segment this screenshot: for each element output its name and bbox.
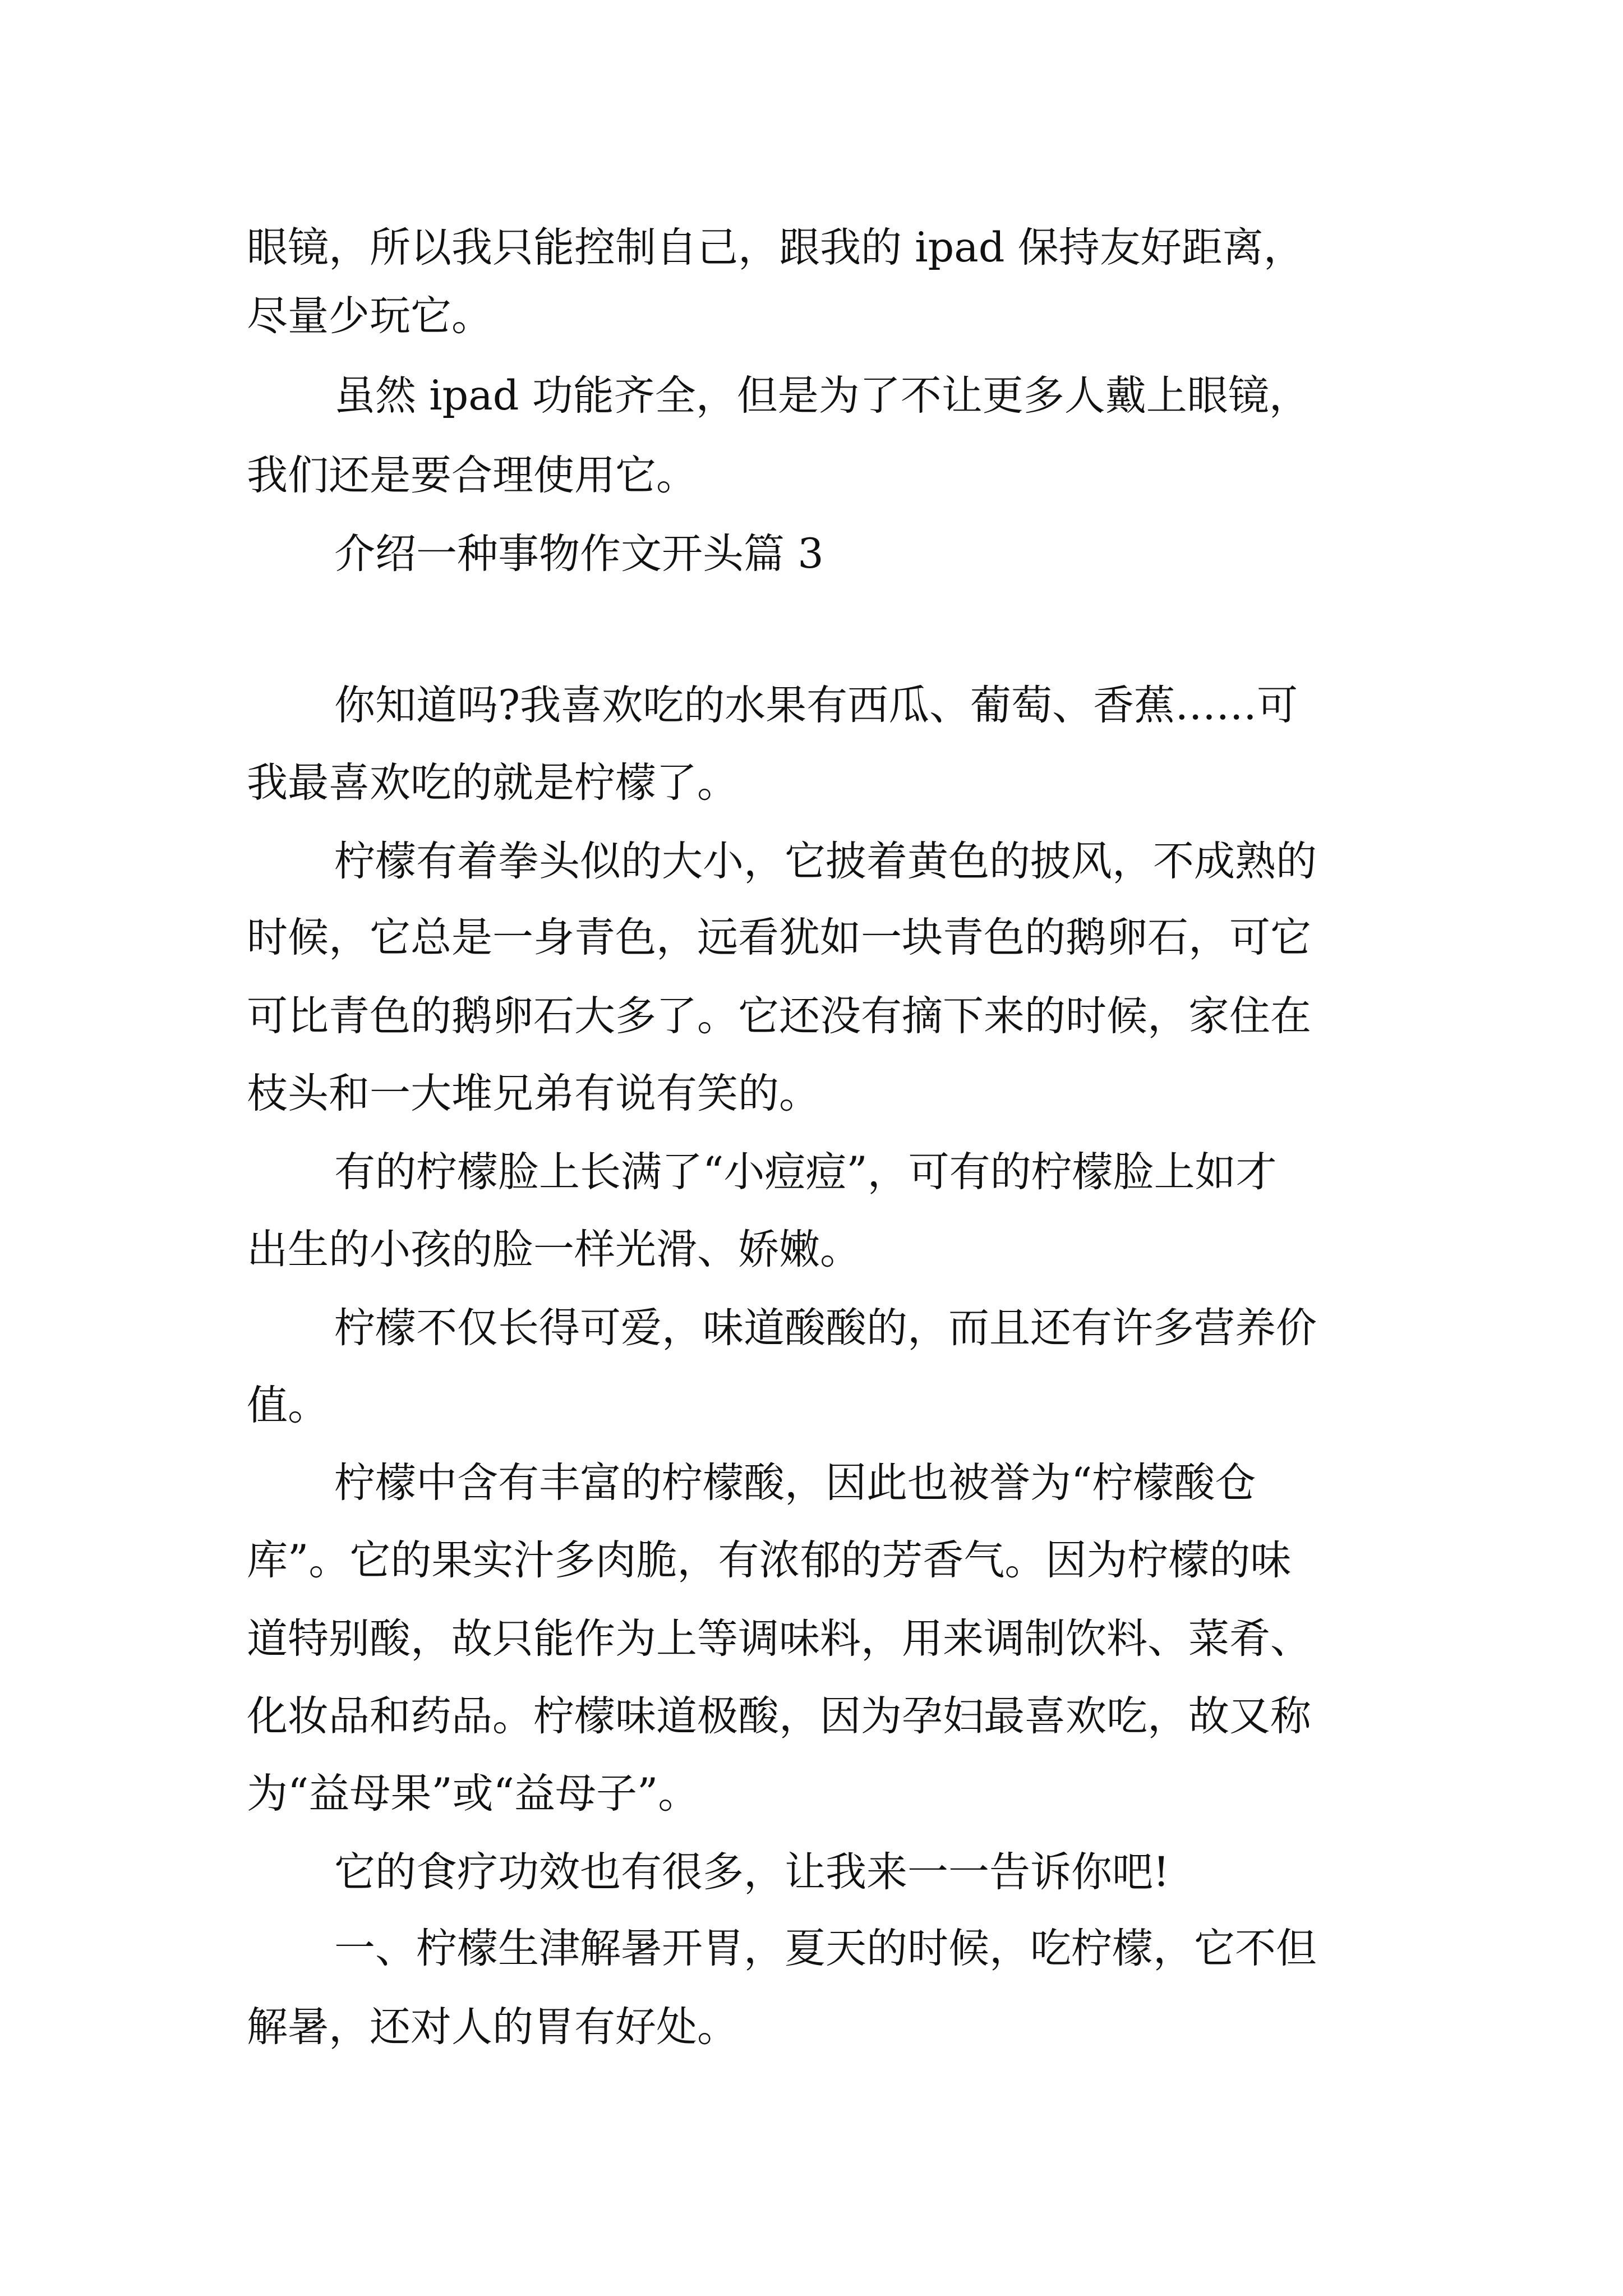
paragraph-line: 你知道吗?我喜欢吃的水果有西瓜、葡萄、香蕉……可 — [334, 682, 1298, 729]
paragraph-line: 解暑，还对人的胃有好处。 — [247, 2003, 738, 2051]
paragraph-line: 柠檬中含有丰富的柠檬酸，因此也被誉为“柠檬酸仓 — [334, 1459, 1256, 1507]
paragraph-line: 柠檬不仅长得可爱，味道酸酸的，而且还有许多营养价 — [334, 1304, 1317, 1352]
paragraph-line: 为“益母果”或“益母子”。 — [247, 1770, 699, 1818]
paragraph-line: 出生的小孩的脸一样光滑、娇嫩。 — [247, 1226, 861, 1273]
paragraph-line: 化妆品和药品。柠檬味道极酸，因为孕妇最喜欢吃，故又称 — [247, 1692, 1311, 1740]
section-heading: 介绍一种事物作文开头篇 3 — [334, 530, 824, 578]
paragraph-line: 我们还是要合理使用它。 — [247, 452, 697, 499]
paragraph-line: 眼镜，所以我只能控制自己，跟我的 ipad 保持友好距离， — [247, 224, 1304, 272]
paragraph-line: 时候，它总是一身青色，远看犹如一块青色的鹅卵石，可它 — [247, 914, 1311, 961]
paragraph-line: 库”。它的果实汁多肉脆，有浓郁的芳香气。因为柠檬的味 — [247, 1536, 1292, 1584]
paragraph-line: 一、柠檬生津解暑开胃，夏天的时候，吃柠檬，它不但 — [334, 1925, 1317, 1972]
paragraph-line: 可比青色的鹅卵石大多了。它还没有摘下来的时候，家住在 — [247, 992, 1311, 1040]
paragraph-line: 我最喜欢吃的就是柠檬了。 — [247, 759, 738, 807]
paragraph-line: 枝头和一大堆兄弟有说有笑的。 — [247, 1070, 820, 1117]
paragraph-line: 它的食疗功效也有很多，让我来一一告诉你吧! — [334, 1848, 1170, 1896]
paragraph-line: 值。 — [247, 1382, 329, 1429]
paragraph-line: 柠檬有着拳头似的大小，它披着黄色的披风，不成熟的 — [334, 838, 1317, 885]
paragraph-line: 虽然 ipad 功能齐全，但是为了不让更多人戴上眼镜， — [334, 372, 1310, 420]
paragraph-line: 道特别酸，故只能作为上等调味料，用来调制饮料、菜肴、 — [247, 1615, 1311, 1663]
paragraph-line: 尽量少玩它。 — [247, 292, 492, 340]
paragraph-line: 有的柠檬脸上长满了“小痘痘”，可有的柠檬脸上如才 — [334, 1148, 1277, 1196]
